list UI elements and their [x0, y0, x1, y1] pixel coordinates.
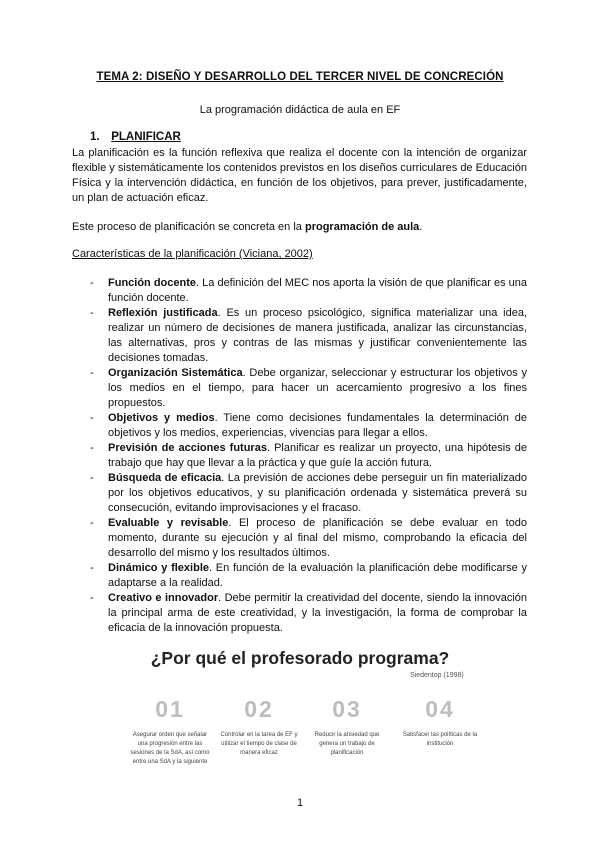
- infographic-title: ¿Por qué el profesorado programa?: [150, 648, 450, 668]
- list-item-text: . La previsión de acciones debe perseguir un fin materializado por los objetivos educativos, y su planificación ordenada y sistemática preverá su consecución, evitando improvisaciones y el fracaso.: [108, 472, 527, 514]
- definition-paragraph: La planificación es la función reflexiva que realiza el docente con la intención de organizar flexible y sistemáticamente los contenidos previstos en los diseños curriculares de Educación Física y la intervención didáctica, en función de los objetivos, para prever, justificadamente, un plan de actuación eficaz.: [72, 147, 527, 204]
- list-item-text: . Planificar es realizar un proyecto, una hipótesis de trabajo que hay que llevar a la práctica y que guíe la acción futura.: [108, 442, 528, 469]
- characteristics-heading: Características de la planificación (Viciana, 2002): [72, 248, 313, 260]
- list-item-text: . La definición del MEC nos aporta la visión de que planificar es una función docente.: [108, 277, 528, 304]
- infographic-item: [398, 695, 482, 749]
- infographic-item-number: 03: [332, 696, 362, 722]
- list-item-term: Organización Sistemática: [108, 367, 243, 379]
- infographic-item-text: Controlar en la tarea de EF y utilizar el tiempo de clase de manera eficaz: [220, 732, 298, 756]
- list-item-text: . Es un proceso psicológico, significa materializar una idea, realizar un número de decisiones de manera justificada, analizar las circunstancias, las alternativas, pros y contras de las mismas y justificar convenientemente las decisiones tomadas.: [108, 307, 527, 364]
- list-item: - Organización Sistemática. Debe organizar, seleccionar y estructurar los objetivos y los medios en el tiempo, para hacer un acercamiento progresivo a los fines propuestos.: [90, 367, 527, 409]
- section-heading: [90, 131, 181, 143]
- list-item-text: . En función de la evaluación la planificación debe modificarse y adaptarse a la realidad.: [108, 562, 527, 589]
- list-item-term: Función docente: [108, 277, 197, 289]
- list-item-term: Dinámico y flexible: [108, 562, 209, 574]
- list-item-text: . El proceso de planificación se debe evaluar en todo momento, durante su ejecución y al final del mismo, comprobando la eficacia del desarrollo del mismo y los resultados últimos.: [108, 517, 528, 559]
- list-item-term: Búsqueda de eficacia: [108, 472, 222, 484]
- infographic-item-text: Asegurar orden que señalar una progresión entre las sesiones de la SdA, así como entre una SdA y la siguiente: [130, 732, 210, 765]
- section-label: PLANIFICAR: [111, 131, 181, 143]
- list-item: - Reflexión justificada. Es un proceso psicológico, significa materializar una idea, realizar un número de decisiones de manera justificada, analizar las circunstancias, las alternativas, pros y contras de las mismas y justificar convenientemente las decisiones tomadas.: [90, 307, 527, 364]
- infographic-item: [217, 695, 301, 758]
- infographic-item-number: 02: [244, 696, 274, 722]
- programming-paragraph: [72, 220, 527, 235]
- infographic-item: [305, 695, 389, 758]
- infographic-item: [128, 695, 212, 767]
- paragraph-text-before: Este proceso de planificación se concreta en la: [72, 221, 305, 233]
- document-subtitle: La programación didáctica de aula en EF: [199, 104, 401, 116]
- infographic-item-number: 04: [425, 696, 455, 722]
- list-item: - Búsqueda de eficacia. La previsión de acciones debe perseguir un fin materializado por los objetivos educativos, y su planificación ordenada y sistemática preverá su consecución, evitando improvisaciones y el fracaso.: [90, 472, 527, 514]
- list-item: - Objetivos y medios. Tiene como decisiones fundamentales la determinación de objetivos y los medios, experiencias, vivencias para llegar a ellos.: [90, 412, 527, 439]
- list-item: - Creativo e innovador. Debe permitir la creatividad del docente, siendo la innovación la principal arma de este creatividad, y la investigación, la forma de comprobar la eficacia de la innovación propuesta.: [90, 592, 528, 634]
- infographic-item-text: Satisfacer las políticas de la institución: [402, 732, 478, 747]
- infographic-source: Siedentop (1998): [410, 672, 464, 679]
- infographic-item-number: 01: [155, 696, 185, 722]
- page-number: 1: [296, 797, 304, 809]
- list-item-term: Creativo e innovador: [108, 592, 219, 604]
- document-title: TEMA 2: DISEÑO Y DESARROLLO DEL TERCER NIVEL DE CONCRECIÓN: [96, 71, 504, 83]
- section-number: 1.: [90, 131, 100, 143]
- list-item-term: Reflexión justificada: [108, 307, 218, 319]
- list-item-term: Evaluable y revisable: [108, 517, 229, 529]
- paragraph-bold-term: programación de aula: [304, 221, 420, 233]
- list-item: - Función docente. La definición del MEC nos aporta la visión de que planificar es una función docente.: [90, 277, 528, 304]
- list-item-text: . Debe permitir la creatividad del docente, siendo la innovación la principal arma de este creatividad, y la investigación, la forma de comprobar la eficacia de la innovación propuesta.: [108, 592, 528, 634]
- characteristics-list: [90, 276, 527, 636]
- paragraph-text-after: .: [419, 221, 423, 233]
- list-item-term: Previsión de acciones futuras: [108, 442, 267, 454]
- infographic-item-text: Reducir la ansiedad que genera un trabajo de planificación: [314, 732, 380, 756]
- list-item-text: . Tiene como decisiones fundamentales la determinación de objetivos y los medios, experiencias, vivencias para llegar a ellos.: [108, 412, 527, 439]
- list-item-term: Objetivos y medios: [108, 412, 215, 424]
- list-item: - Evaluable y revisable. El proceso de planificación se debe evaluar en todo momento, durante su ejecución y al final del mismo, comprobando la eficacia del desarrollo del mismo y los resultados últimos.: [90, 517, 528, 559]
- list-item: - Previsión de acciones futuras. Planificar es realizar un proyecto, una hipótesis de trabajo que hay que llevar a la práctica y que guíe la acción futura.: [90, 442, 528, 469]
- list-item: - Dinámico y flexible. En función de la evaluación la planificación debe modificarse y adaptarse a la realidad.: [90, 562, 527, 589]
- list-item-text: . Debe organizar, seleccionar y estructurar los objetivos y los medios en el tiempo, para hacer un acercamiento progresivo a los fines propuestos.: [108, 367, 527, 409]
